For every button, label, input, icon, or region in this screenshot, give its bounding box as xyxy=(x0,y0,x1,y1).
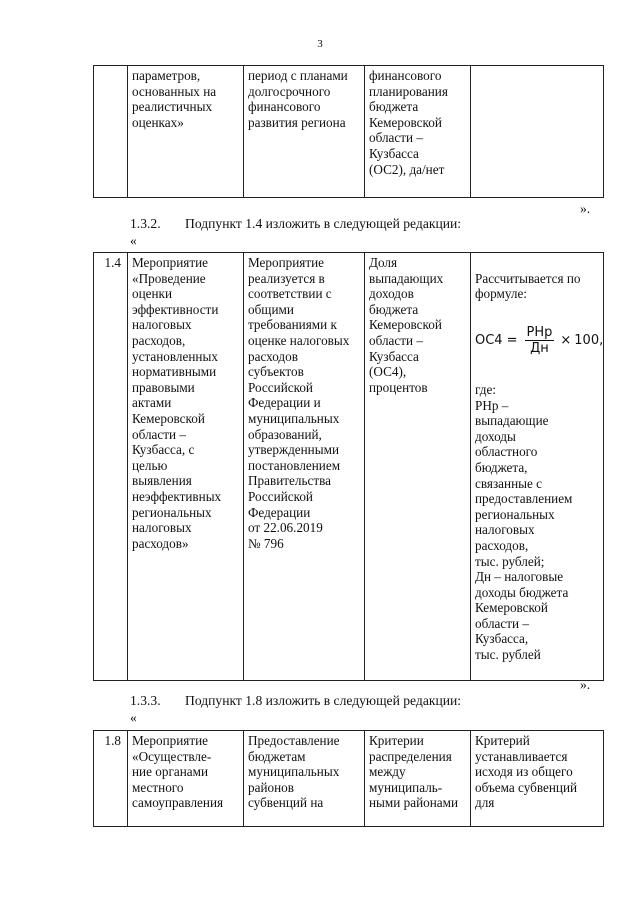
cell-content: Предоставление бюджетам муниципальных районов субвенций на xyxy=(244,731,365,827)
cell-indicator: Доля выпадающих доходов бюджета Кемеровской области – Кузбасса (ОС4), процентов xyxy=(365,253,471,681)
cell-name: параметров, основанных на реалистичных оценках» xyxy=(128,66,244,198)
cell-method: Критерий устанавливается исходя из общего объема субвенций для xyxy=(471,731,604,827)
paragraph-number: 1.3.2. xyxy=(130,216,161,231)
cell-name: Мероприятие «Осуществле- ние органами местного самоуправления xyxy=(128,731,244,827)
cell-number xyxy=(94,66,128,198)
quote-open: « xyxy=(130,233,137,248)
cell-method xyxy=(471,253,604,681)
table-row xyxy=(94,253,604,681)
formula-times: × xyxy=(560,333,572,349)
cell-number: 1.4 xyxy=(94,253,128,681)
cell-number: 1.8 xyxy=(94,731,128,827)
method-description: где: РНр – выпадающие доходы областного бюджета, связанные с предоставлением региональных налоговых расходов, тыс. рублей; Дн – налоговые доходы бюджета Кемеровской области – Кузбасса, тыс. рублей xyxy=(475,381,573,663)
quote-open: « xyxy=(130,710,137,725)
formula-equals: = xyxy=(506,333,518,349)
cell-content: период с планами долгосрочного финансового развития региона xyxy=(244,66,365,198)
formula-fraction xyxy=(525,325,555,356)
quote-close: ». xyxy=(580,201,591,216)
formula-lhs: OC4 xyxy=(475,333,503,349)
table-row xyxy=(94,66,604,198)
cell-content: Мероприятие реализуется в соответствии с общими требованиями к оценке налоговых расходов субъектов Российской Федерации и муниципальных образований, утвержденными постановлением Правительства Российской Федерации от 22.06.2019 № 796 xyxy=(244,253,365,681)
formula-rhs: 100, xyxy=(574,333,604,349)
formula xyxy=(475,325,604,357)
formula-denominator: Дн xyxy=(530,341,549,357)
paragraph-text: Подпункт 1.8 изложить в следующей редакции: xyxy=(185,693,462,708)
table-continuation xyxy=(93,65,604,198)
page-number: 3 xyxy=(317,38,323,50)
table-row xyxy=(94,731,604,827)
table-item-1-4 xyxy=(93,252,604,681)
cell-method xyxy=(471,66,604,198)
formula-numerator: РНр xyxy=(526,325,553,341)
cell-indicator: Критерии распределения между муниципаль- ными районами xyxy=(365,731,471,827)
table-item-1-8 xyxy=(93,730,604,827)
cell-name: Мероприятие «Проведение оценки эффективности налоговых расходов, установленных нормативными правовыми актами Кемеровской области – Кузбасса, с целью выявления неэффективных региональных налоговых расходов» xyxy=(128,253,244,681)
method-intro: Рассчитывается по формуле: xyxy=(475,270,581,302)
quote-close: ». xyxy=(580,677,591,692)
cell-indicator: финансового планирования бюджета Кемеровской области – Кузбасса (ОС2), да/нет xyxy=(365,66,471,198)
paragraph-number: 1.3.3. xyxy=(130,693,161,708)
paragraph-text: Подпункт 1.4 изложить в следующей редакции: xyxy=(185,216,462,231)
